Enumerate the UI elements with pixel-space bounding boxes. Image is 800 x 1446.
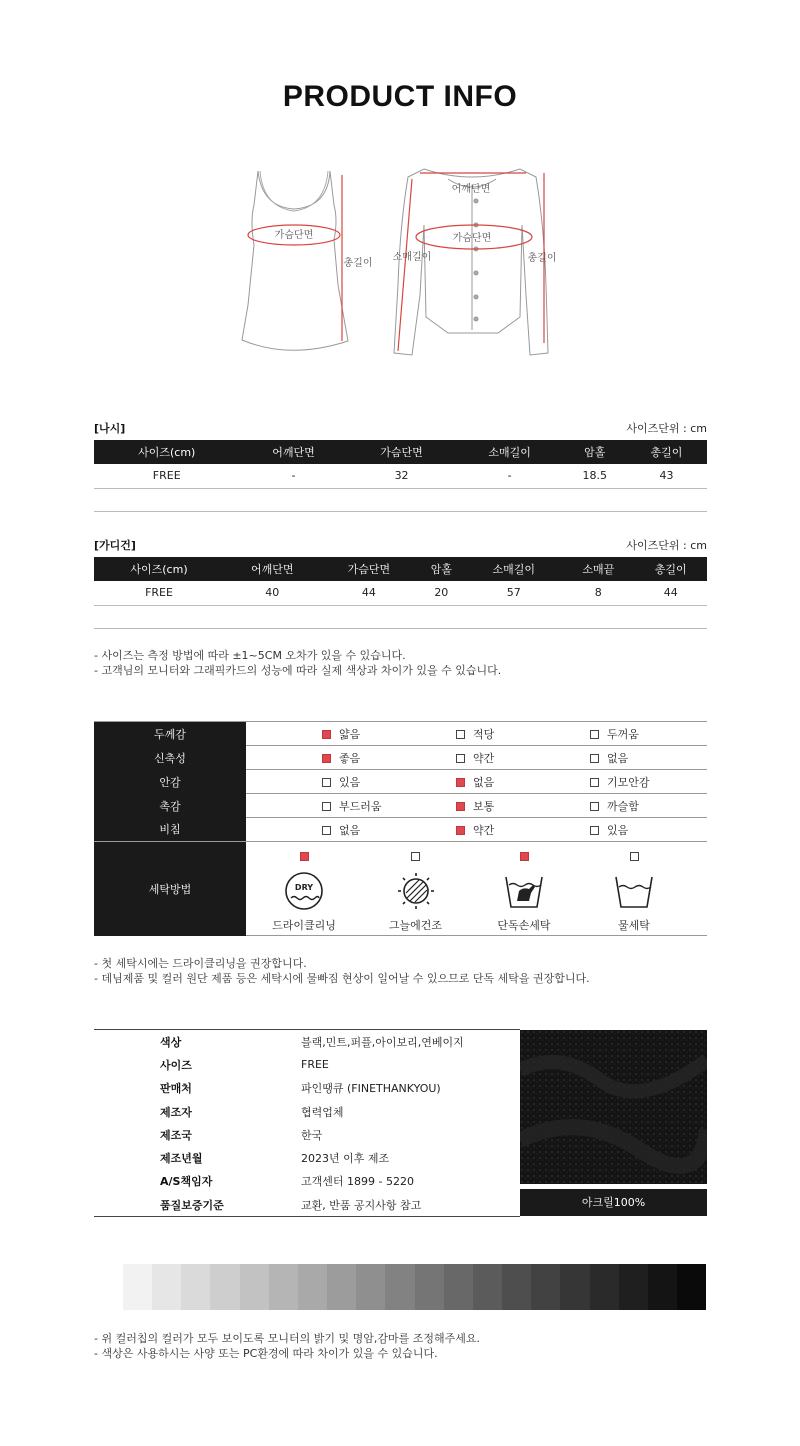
table-cell: - bbox=[456, 464, 564, 488]
wash-label: 그늘에건조 bbox=[388, 918, 443, 932]
spec-key: 제조자 bbox=[160, 1105, 192, 1119]
table-header-cell: 소매길이 bbox=[465, 557, 562, 581]
option-label: 좋음 bbox=[339, 751, 361, 765]
table-header-cell: 어깨단면 bbox=[224, 557, 321, 581]
color-chip bbox=[415, 1264, 444, 1310]
attribute-row bbox=[94, 770, 707, 794]
table-cell: 8 bbox=[562, 581, 634, 605]
wash-checkbox bbox=[520, 852, 529, 861]
tank-top-illustration bbox=[242, 171, 348, 350]
table-header-cell: 어깨단면 bbox=[239, 440, 347, 464]
table-cell: FREE bbox=[94, 464, 239, 488]
cardigan-sleeve-label: 소매길이 bbox=[392, 252, 432, 263]
washing-row bbox=[94, 842, 707, 936]
wash-label: 단독손세탁 bbox=[497, 918, 551, 932]
option-checkbox bbox=[456, 826, 465, 835]
page-title: PRODUCT INFO bbox=[282, 80, 518, 113]
attribute-option bbox=[590, 722, 707, 746]
attribute-row bbox=[94, 818, 707, 842]
option-label: 있음 bbox=[339, 775, 361, 789]
table-cell: 20 bbox=[417, 581, 465, 605]
washing-label: 세탁방법 bbox=[94, 842, 246, 936]
attribute-option bbox=[590, 746, 707, 770]
color-chip bbox=[473, 1264, 502, 1310]
attribute-option bbox=[246, 722, 456, 746]
option-checkbox bbox=[590, 778, 599, 787]
wash-checkbox bbox=[630, 852, 639, 861]
table-header-cell: 사이즈(cm) bbox=[94, 557, 224, 581]
table-header-cell: 총길이 bbox=[634, 557, 707, 581]
attribute-option bbox=[590, 770, 707, 794]
spec-value: 블랙,민트,퍼플,아이보리,연베이지 bbox=[301, 1035, 464, 1049]
option-label: 기모안감 bbox=[607, 775, 650, 789]
option-checkbox bbox=[322, 802, 331, 811]
wash-notes bbox=[94, 956, 590, 986]
option-checkbox bbox=[322, 826, 331, 835]
table-header-cell: 암홀 bbox=[564, 440, 626, 464]
spec-row bbox=[94, 1030, 520, 1053]
note-line: - 색상은 사용하시는 사양 또는 PC환경에 따라 차이가 있을 수 있습니다. bbox=[94, 1347, 438, 1360]
color-chip bbox=[502, 1264, 531, 1310]
fabric-composition-label: 아크릴100% bbox=[520, 1189, 707, 1216]
color-chip bbox=[298, 1264, 327, 1310]
option-checkbox bbox=[322, 754, 331, 763]
chip-notes bbox=[94, 1331, 480, 1361]
attribute-row bbox=[94, 794, 707, 818]
wash-option-water-wash bbox=[579, 845, 689, 933]
attribute-option bbox=[456, 794, 590, 818]
attribute-label: 촉감 bbox=[94, 794, 246, 818]
attribute-label: 두께감 bbox=[94, 722, 246, 746]
option-label: 보통 bbox=[473, 799, 495, 813]
wash-checkbox bbox=[411, 852, 420, 861]
spec-row bbox=[94, 1100, 520, 1123]
table-row-empty bbox=[94, 488, 707, 511]
table-header-cell: 암홀 bbox=[417, 557, 465, 581]
attribute-option bbox=[246, 770, 456, 794]
spec-value: 2023년 이후 제조 bbox=[301, 1152, 390, 1166]
wash-checkbox bbox=[300, 852, 309, 861]
color-chip bbox=[677, 1264, 706, 1310]
option-checkbox bbox=[456, 802, 465, 811]
note-line: - 고객님의 모니터와 그래픽카드의 성능에 따라 실제 색상과 차이가 있을 수 있습니다. bbox=[94, 664, 502, 677]
spec-row bbox=[94, 1053, 520, 1076]
table-header-row bbox=[94, 440, 707, 464]
table-header-cell: 소매끝 bbox=[562, 557, 634, 581]
wash-option-dry-clean bbox=[246, 845, 362, 933]
table-cell: 44 bbox=[634, 581, 707, 605]
color-chip bbox=[152, 1264, 181, 1310]
wash-label: 드라이클리닝 bbox=[272, 918, 336, 932]
table-cell: 43 bbox=[626, 464, 707, 488]
spec-key: 품질보증기준 bbox=[160, 1198, 224, 1212]
spec-bottom-rule bbox=[94, 1216, 520, 1217]
dry-text: DRY bbox=[294, 882, 314, 892]
option-label: 적당 bbox=[473, 727, 495, 741]
table-cell: 40 bbox=[224, 581, 321, 605]
color-chip bbox=[444, 1264, 473, 1310]
table-cell: FREE bbox=[94, 581, 224, 605]
table-header-cell: 사이즈(cm) bbox=[94, 440, 239, 464]
fabric-attribute-table bbox=[94, 721, 707, 936]
spec-value: 고객센터 1899 - 5220 bbox=[301, 1175, 414, 1189]
attribute-row bbox=[94, 746, 707, 770]
nashi-size-unit: 사이즈단위 : cm bbox=[626, 422, 707, 435]
spec-key: 제조년월 bbox=[160, 1152, 203, 1166]
cardigan-section-label: [가디건] bbox=[94, 539, 136, 552]
color-chip bbox=[590, 1264, 619, 1310]
color-chip-strip bbox=[123, 1264, 706, 1310]
spec-row bbox=[94, 1193, 520, 1216]
attribute-option bbox=[246, 818, 456, 842]
attribute-option bbox=[456, 722, 590, 746]
table-header-cell: 가슴단면 bbox=[348, 440, 456, 464]
spec-row bbox=[94, 1170, 520, 1193]
table-header-cell: 가슴단면 bbox=[321, 557, 418, 581]
hand-wash-icon bbox=[501, 871, 547, 911]
attribute-label: 안감 bbox=[94, 770, 246, 794]
table-cell: 18.5 bbox=[564, 464, 626, 488]
spec-key: 사이즈 bbox=[160, 1058, 192, 1072]
option-label: 없음 bbox=[473, 775, 495, 789]
color-chip bbox=[356, 1264, 385, 1310]
size-notes bbox=[94, 648, 501, 678]
option-checkbox bbox=[590, 802, 599, 811]
color-chip bbox=[327, 1264, 356, 1310]
nashi-chest-label: 가슴단면 bbox=[274, 230, 314, 241]
cardigan-chest-label: 가슴단면 bbox=[452, 233, 492, 244]
wash-option-hand-wash bbox=[469, 845, 579, 933]
color-chip bbox=[240, 1264, 269, 1310]
cardigan-shoulder-label: 어깨단면 bbox=[451, 184, 491, 195]
option-checkbox bbox=[590, 730, 599, 739]
table-row-empty bbox=[94, 605, 707, 628]
shade-dry-icon bbox=[393, 871, 439, 911]
cardigan-size-table bbox=[94, 557, 707, 629]
option-checkbox bbox=[456, 778, 465, 787]
spec-value: 파인땡큐 (FINETHANKYOU) bbox=[301, 1082, 441, 1096]
option-checkbox bbox=[456, 754, 465, 763]
option-label: 없음 bbox=[607, 751, 629, 765]
attribute-option bbox=[590, 818, 707, 842]
option-label: 약간 bbox=[473, 751, 495, 765]
nashi-size-table bbox=[94, 440, 707, 512]
table-header-row bbox=[94, 557, 707, 581]
attribute-option bbox=[246, 746, 456, 770]
option-label: 없음 bbox=[339, 823, 361, 837]
color-chip bbox=[560, 1264, 589, 1310]
color-chip bbox=[648, 1264, 677, 1310]
spec-key: A/S책임자 bbox=[160, 1175, 213, 1189]
wash-option-shade-dry bbox=[362, 845, 469, 933]
color-chip bbox=[385, 1264, 414, 1310]
spec-row bbox=[94, 1123, 520, 1146]
note-line: - 첫 세탁시에는 드라이클리닝을 권장합니다. bbox=[94, 957, 307, 970]
attribute-option bbox=[456, 770, 590, 794]
water-wash-icon bbox=[611, 871, 657, 911]
attribute-option bbox=[590, 794, 707, 818]
color-chip bbox=[181, 1264, 210, 1310]
spec-row bbox=[94, 1077, 520, 1100]
spec-value: 교환, 반품 공지사항 참고 bbox=[301, 1198, 422, 1212]
option-label: 부드러움 bbox=[339, 799, 382, 813]
fabric-swatch-image bbox=[520, 1030, 707, 1184]
spec-value: 협력업체 bbox=[301, 1105, 344, 1119]
option-checkbox bbox=[322, 730, 331, 739]
color-chip bbox=[123, 1264, 152, 1310]
option-label: 약간 bbox=[473, 823, 495, 837]
note-line: - 데님제품 및 컬러 원단 제품 등은 세탁시에 물빠짐 현상이 일어날 수 있으므로 단독 세탁을 권장합니다. bbox=[94, 972, 590, 985]
table-row bbox=[94, 581, 707, 605]
color-chip bbox=[210, 1264, 239, 1310]
option-checkbox bbox=[456, 730, 465, 739]
cardigan-size-unit: 사이즈단위 : cm bbox=[626, 539, 707, 552]
note-line: - 위 컬러칩의 컬러가 모두 보이도록 모니터의 밝기 및 명암,감마를 조정해주세요. bbox=[94, 1332, 480, 1345]
table-cell: 57 bbox=[465, 581, 562, 605]
color-chip bbox=[269, 1264, 298, 1310]
attribute-row bbox=[94, 722, 707, 746]
dry-clean-icon bbox=[281, 871, 327, 911]
spec-key: 색상 bbox=[160, 1035, 182, 1049]
attribute-label: 신축성 bbox=[94, 746, 246, 770]
table-cell: - bbox=[239, 464, 347, 488]
option-checkbox bbox=[590, 826, 599, 835]
option-label: 얇음 bbox=[339, 727, 361, 741]
table-cell: 44 bbox=[321, 581, 418, 605]
option-label: 까슬함 bbox=[607, 799, 639, 813]
nashi-section-label: [나시] bbox=[94, 422, 126, 435]
option-checkbox bbox=[590, 754, 599, 763]
color-chip bbox=[619, 1264, 648, 1310]
spec-value: FREE bbox=[301, 1058, 329, 1072]
size-diagram bbox=[230, 165, 570, 370]
table-cell: 32 bbox=[348, 464, 456, 488]
table-header-cell: 소매길이 bbox=[456, 440, 564, 464]
nashi-length-label: 총길이 bbox=[343, 258, 373, 269]
option-label: 두꺼움 bbox=[607, 727, 639, 741]
note-line: - 사이즈는 측정 방법에 따라 ±1~5CM 오차가 있을 수 있습니다. bbox=[94, 649, 406, 662]
attribute-label: 비침 bbox=[94, 818, 246, 842]
attribute-option bbox=[456, 746, 590, 770]
product-spec-table bbox=[94, 1030, 520, 1216]
spec-row bbox=[94, 1146, 520, 1169]
spec-value: 한국 bbox=[301, 1128, 323, 1142]
table-row bbox=[94, 464, 707, 488]
spec-key: 판매처 bbox=[160, 1082, 192, 1096]
cardigan-length-label: 총길이 bbox=[527, 253, 557, 264]
table-header-cell: 총길이 bbox=[626, 440, 707, 464]
spec-key: 제조국 bbox=[160, 1128, 192, 1142]
attribute-option bbox=[456, 818, 590, 842]
wash-label: 물세탁 bbox=[618, 918, 650, 932]
attribute-option bbox=[246, 794, 456, 818]
option-checkbox bbox=[322, 778, 331, 787]
option-label: 있음 bbox=[607, 823, 629, 837]
color-chip bbox=[531, 1264, 560, 1310]
